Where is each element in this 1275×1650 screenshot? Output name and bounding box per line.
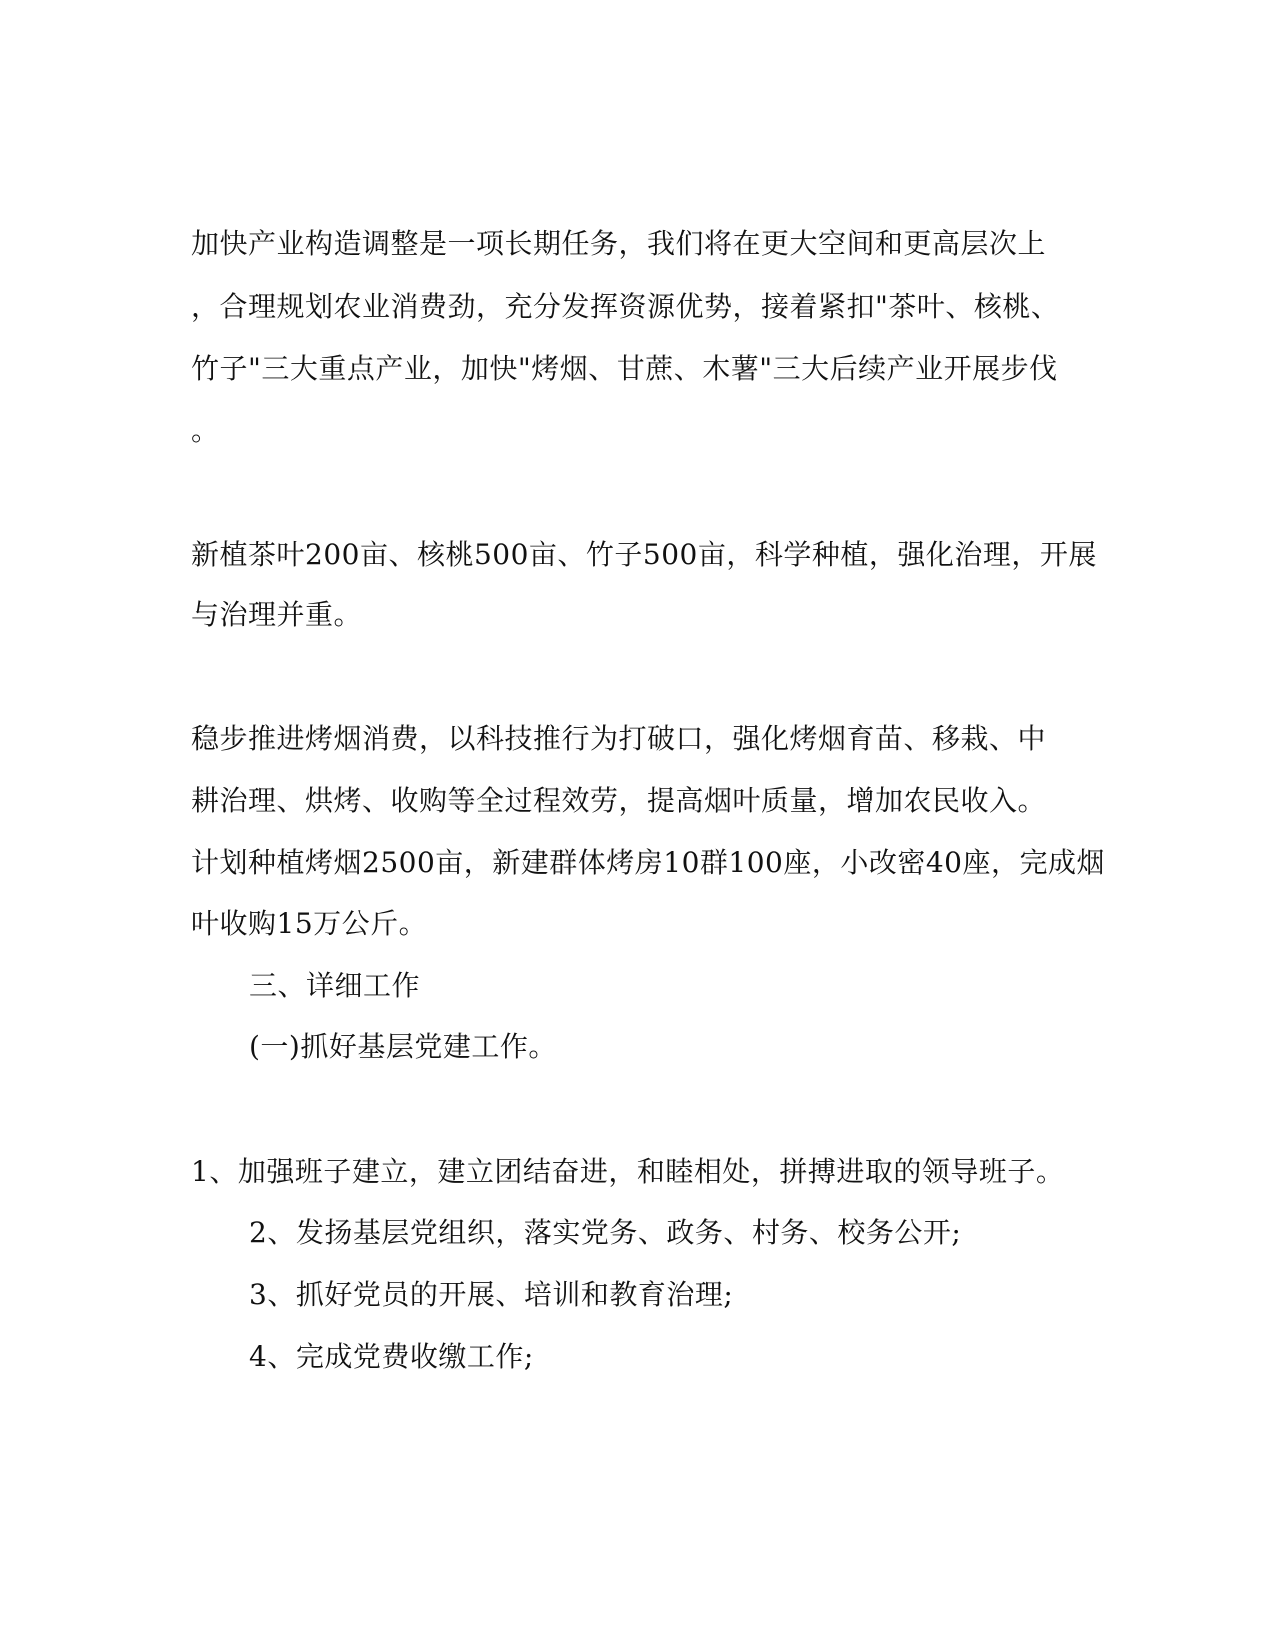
paragraph-line: 竹子"三大重点产业，加快"烤烟、甘蔗、木薯"三大后续产业开展步伐 bbox=[191, 352, 1058, 385]
list-item: 2、发扬基层党组织，落实党务、政务、村务、校务公开; bbox=[249, 1216, 962, 1249]
paragraph-line: 与治理并重。 bbox=[191, 598, 363, 631]
paragraph-line: 计划种植烤烟2500亩，新建群体烤房10群100座，小改密40座，完成烟 bbox=[191, 846, 1105, 879]
paragraph-line: 加快产业构造调整是一项长期任务，我们将在更大空间和更高层次上 bbox=[191, 227, 1047, 260]
subsection-heading: (一)抓好基层党建工作。 bbox=[249, 1030, 557, 1063]
paragraph-line: 耕治理、烘烤、收购等全过程效劳，提高烟叶质量，增加农民收入。 bbox=[191, 784, 1047, 817]
paragraph-line: ，合理规划农业消费劲，充分发挥资源优势，接着紧扣"茶叶、核桃、 bbox=[191, 290, 1060, 323]
paragraph-line: 叶收购15万公斤。 bbox=[191, 907, 428, 940]
paragraph-line: 稳步推进烤烟消费，以科技推行为打破口，强化烤烟育苗、移栽、中 bbox=[191, 722, 1047, 755]
list-item: 4、完成党费收缴工作; bbox=[249, 1340, 534, 1373]
paragraph-line: 。 bbox=[191, 414, 220, 447]
paragraph-line: 新植茶叶200亩、核桃500亩、竹子500亩，科学种植，强化治理，开展 bbox=[191, 538, 1097, 571]
list-item: 1、加强班子建立，建立团结奋进，和睦相处，拼搏进取的领导班子。 bbox=[191, 1155, 1065, 1188]
section-heading: 三、详细工作 bbox=[249, 969, 421, 1002]
list-item: 3、抓好党员的开展、培训和教育治理; bbox=[249, 1278, 734, 1311]
